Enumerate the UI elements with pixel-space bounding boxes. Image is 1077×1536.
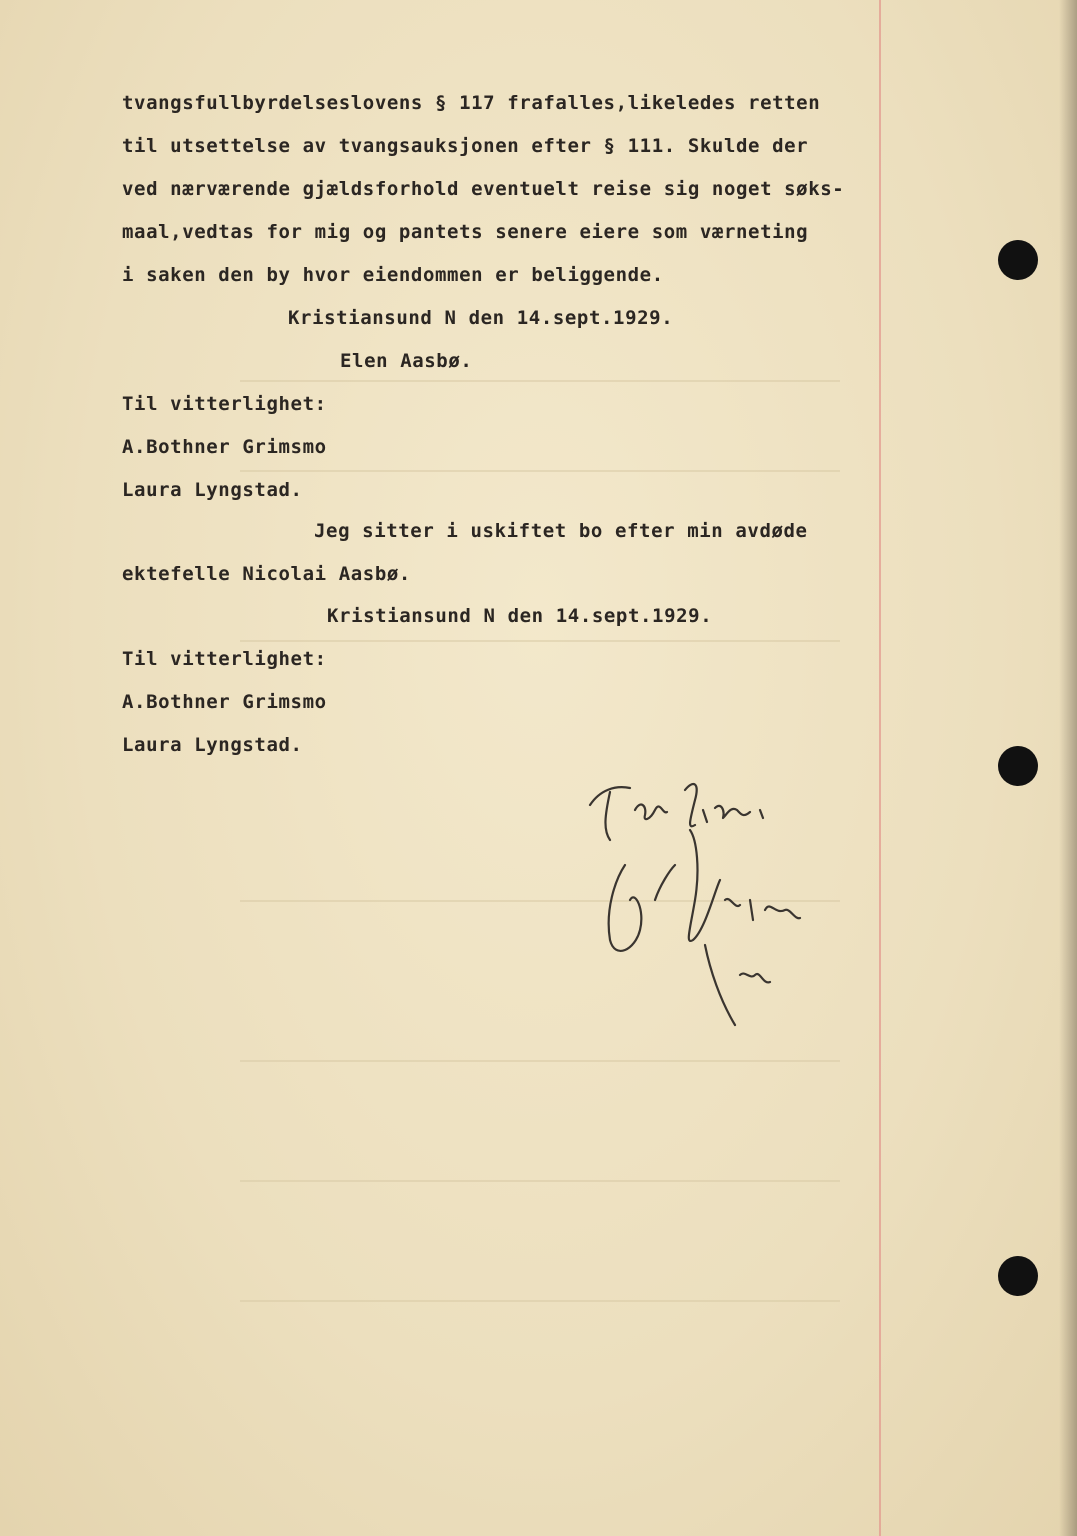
punch-hole: [998, 1256, 1038, 1296]
punch-hole: [998, 746, 1038, 786]
margin-rule: [879, 0, 881, 1536]
page-edge-shadow: [1059, 0, 1077, 1536]
place-date: Kristiansund N den 14.sept.1929.: [288, 307, 674, 329]
declaration-line: Jeg sitter i uskiftet bo efter min avdøde: [314, 520, 808, 542]
witness-name: A.Bothner Grimsmo: [122, 436, 327, 458]
handwritten-signature: [575, 770, 815, 1040]
witness-heading: Til vitterlighet:: [122, 393, 327, 415]
witness-heading: Til vitterlighet:: [122, 648, 327, 670]
witness-name: Laura Lyngstad.: [122, 734, 303, 756]
bleed-through-line: [240, 1180, 840, 1182]
place-date: Kristiansund N den 14.sept.1929.: [327, 605, 713, 627]
signer-name: Elen Aasbø.: [340, 350, 473, 372]
declaration-line: ektefelle Nicolai Aasbø.: [122, 563, 411, 585]
bleed-through-line: [240, 470, 840, 472]
bleed-through-line: [240, 1300, 840, 1302]
bleed-through-line: [240, 640, 840, 642]
body-line: tvangsfullbyrdelseslovens § 117 frafalles,likeledes retten: [122, 92, 821, 114]
witness-name: Laura Lyngstad.: [122, 479, 303, 501]
body-line: i saken den by hvor eiendommen er beliggende.: [122, 264, 664, 286]
body-line: maal,vedtas for mig og pantets senere eiere som værneting: [122, 221, 809, 243]
body-line: til utsettelse av tvangsauksjonen efter § 111. Skulde der: [122, 135, 809, 157]
punch-hole: [998, 240, 1038, 280]
body-line: ved nærværende gjældsforhold eventuelt reise sig noget søks-: [122, 178, 845, 200]
bleed-through-line: [240, 380, 840, 382]
witness-name: A.Bothner Grimsmo: [122, 691, 327, 713]
bleed-through-line: [240, 1060, 840, 1062]
